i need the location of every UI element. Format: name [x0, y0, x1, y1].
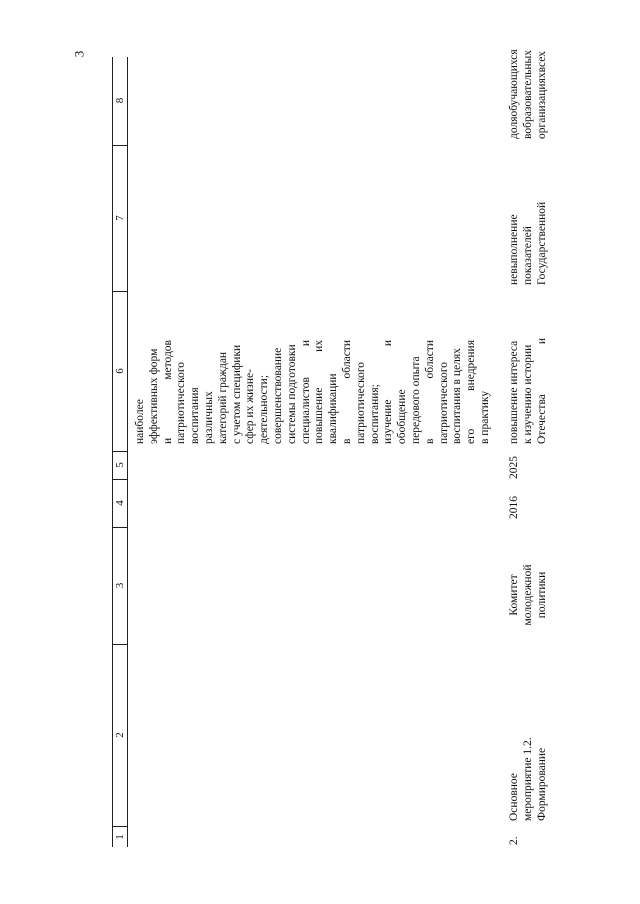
text-line: невыполнение	[508, 214, 520, 285]
text-line: в практику	[478, 390, 491, 444]
rotated-table	[112, 49, 612, 847]
text-line: Основное	[508, 773, 520, 821]
header-col-6: 6	[113, 291, 127, 452]
row-2-col3	[508, 555, 549, 635]
text-line: Комитет	[508, 574, 520, 616]
text-line: патриотического	[175, 361, 188, 444]
text-line: наиболее	[134, 399, 146, 444]
header-col-7: 7	[113, 145, 127, 292]
text-line: категорий граждан	[216, 351, 229, 444]
header-col-2: 2	[113, 644, 127, 827]
text-line: патриотического	[437, 361, 450, 444]
page-number: 3	[71, 50, 87, 58]
row-2-col8	[508, 49, 549, 139]
text-line: политики	[535, 571, 548, 619]
text-line: воспитания в целях	[451, 348, 464, 444]
text-line: показателей	[521, 226, 534, 285]
header-col-5: 5	[113, 451, 127, 480]
text-line: воспитания;	[368, 384, 381, 444]
text-line: молодежной	[521, 564, 534, 626]
text-line: изучение и	[382, 340, 395, 444]
row-2-number: 2.	[508, 836, 520, 845]
text-line: сфер их жизне-	[244, 369, 257, 444]
header-col-1: 1	[114, 834, 126, 840]
text-line: патриотического	[354, 361, 367, 444]
text-line: Государственной	[535, 201, 548, 285]
text-line: передового опыта	[409, 356, 422, 444]
text-line: организациях всех	[535, 51, 548, 139]
text-line: к изучению истории	[521, 344, 534, 444]
text-line: в образовательных	[521, 50, 534, 139]
header-col-3: 3	[113, 527, 127, 645]
header-col-4: 4	[113, 479, 127, 528]
text-line: эффективных форм	[147, 348, 160, 444]
text-line: в области	[340, 340, 353, 444]
table-header-row	[112, 57, 128, 847]
text-line: его внедрения	[465, 340, 478, 444]
header-col-8: 8	[113, 56, 127, 146]
text-line: совершенствование	[271, 347, 284, 444]
text-line: воспитания	[189, 387, 202, 444]
text-line: деятельности;	[258, 374, 271, 444]
text-line: системы подготовки	[285, 344, 298, 444]
col6-continued-text	[134, 340, 493, 444]
text-line: Отечества и	[535, 338, 548, 444]
text-line: различных	[202, 391, 215, 444]
text-line: мероприятие 1.2.	[521, 737, 534, 821]
row-2-col7	[508, 165, 549, 285]
text-line: в области	[423, 340, 436, 444]
row-2-col4: 2016	[508, 496, 520, 519]
text-line: с учетом специфики	[230, 344, 243, 444]
row-2-col2	[508, 711, 549, 821]
text-line: доля обучающихся	[508, 49, 520, 139]
text-line: повышение их	[313, 340, 326, 444]
text-line: квалификации	[327, 373, 340, 444]
row-2-col6	[508, 338, 549, 444]
text-line: специалистов и	[299, 340, 312, 444]
text-line: обобщение	[396, 389, 409, 444]
text-line: и методов	[161, 340, 174, 444]
row-2-col5: 2025	[508, 456, 520, 479]
text-line: повышение интереса	[508, 340, 520, 444]
text-line: Формирование	[535, 747, 548, 821]
